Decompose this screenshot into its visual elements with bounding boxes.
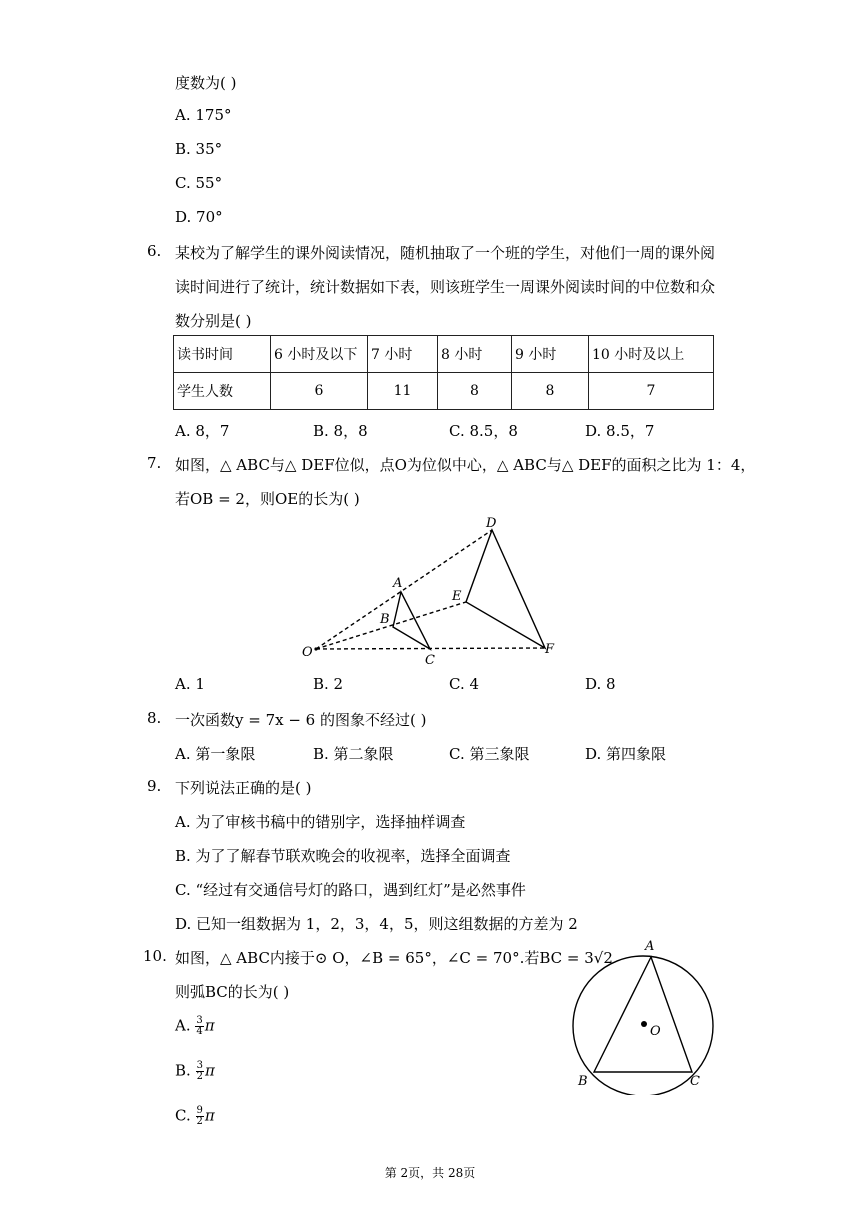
table-cell: 8 小时 bbox=[438, 336, 512, 373]
table-cell: 6 小时及以下 bbox=[271, 336, 368, 373]
q5-option-d: D. 70° bbox=[175, 208, 223, 226]
label-b: B bbox=[380, 612, 390, 627]
option-letter: B. bbox=[175, 1061, 191, 1080]
option-letter: C. bbox=[175, 1106, 191, 1125]
table-cell: 7 小时 bbox=[368, 336, 438, 373]
q6-stem-line1: 某校为了解学生的课外阅读情况，随机抽取了一个班的学生，对他们一周的课外阅 bbox=[175, 244, 716, 262]
q8-stem: 一次函数y = 7x − 6 的图象不经过( ) bbox=[175, 711, 427, 729]
q6-option-c: C. 8.5，8 bbox=[449, 422, 518, 440]
q10-option-a: A. $\frac{3}{4}$ π bbox=[175, 1015, 215, 1037]
option-letter: A. bbox=[175, 1016, 191, 1035]
dashed-line-oe bbox=[316, 602, 466, 649]
q7-stem-line1: 如图，△ ABC与△ DEF位似，点O为位似中心，△ ABC与△ DEF的面积之比为 1：4， bbox=[175, 456, 756, 474]
q9-option-a: A. 为了审核书稿中的错别字，选择抽样调查 bbox=[175, 813, 466, 831]
q7-stem-line2: 若OB = 2，则OE的长为( ) bbox=[175, 490, 360, 508]
label-f: F bbox=[545, 642, 555, 657]
q9-number: 9. bbox=[147, 777, 162, 795]
q6-option-d: D. 8.5，7 bbox=[585, 422, 655, 440]
q5-option-b: B. 35° bbox=[175, 140, 223, 158]
table-cell: 学生人数 bbox=[174, 373, 271, 410]
triangle-abc bbox=[594, 957, 692, 1072]
similar-triangles-figure bbox=[295, 510, 570, 670]
label-a: A bbox=[645, 939, 655, 954]
q8-option-d: D. 第四象限 bbox=[585, 745, 667, 763]
q6-stem-line3: 数分别是( ) bbox=[175, 312, 252, 330]
q9-option-c: C. “经过有交通信号灯的路口，遇到红灯”是必然事件 bbox=[175, 881, 526, 899]
q10-option-b: B. $\frac{3}{2}$ π bbox=[175, 1060, 215, 1082]
label-b: B bbox=[578, 1074, 588, 1089]
inscribed-triangle-figure bbox=[565, 935, 725, 1095]
center-point-o bbox=[314, 647, 317, 650]
q8-option-c: C. 第三象限 bbox=[449, 745, 530, 763]
table-cell: 读书时间 bbox=[174, 336, 271, 373]
q10-number: 10. bbox=[143, 947, 167, 965]
q5-option-c: C. 55° bbox=[175, 174, 223, 192]
q9-option-b: B. 为了了解春节联欢晚会的收视率，选择全面调查 bbox=[175, 847, 511, 865]
q7-option-d: D. 8 bbox=[585, 675, 616, 693]
triangle-abc bbox=[393, 592, 430, 649]
label-c: C bbox=[690, 1074, 700, 1089]
center-point-o bbox=[641, 1021, 647, 1027]
label-e: E bbox=[452, 589, 462, 604]
q10-option-c: C. $\frac{9}{2}$ π bbox=[175, 1105, 215, 1127]
label-c: C bbox=[425, 653, 435, 668]
table-header-row bbox=[174, 336, 714, 373]
q7-option-a: A. 1 bbox=[175, 675, 205, 693]
triangle-def bbox=[466, 530, 545, 648]
q5-option-a: A. 175° bbox=[175, 106, 232, 124]
fraction: $\frac{3}{2}$ bbox=[196, 1060, 203, 1082]
label-d: D bbox=[486, 516, 497, 531]
q6-option-a: A. 8，7 bbox=[175, 422, 230, 440]
label-o: O bbox=[650, 1024, 661, 1039]
q8-option-b: B. 第二象限 bbox=[313, 745, 394, 763]
label-o: O bbox=[302, 645, 313, 660]
reading-time-table bbox=[173, 335, 714, 410]
q7-number: 7. bbox=[147, 454, 162, 472]
q9-option-d: D. 已知一组数据为 1，2，3，4，5，则这组数据的方差为 2 bbox=[175, 915, 578, 933]
table-data-row bbox=[174, 373, 714, 410]
table-cell: 10 小时及以上 bbox=[589, 336, 714, 373]
fraction: $\frac{9}{2}$ bbox=[196, 1105, 203, 1127]
q8-option-a: A. 第一象限 bbox=[175, 745, 256, 763]
dashed-line-od bbox=[316, 530, 492, 649]
fraction: $\frac{3}{4}$ bbox=[196, 1015, 203, 1037]
q10-stem-line2: 则弧BC的长为( ) bbox=[175, 983, 290, 1001]
q8-number: 8. bbox=[147, 709, 162, 727]
q9-stem: 下列说法正确的是( ) bbox=[175, 779, 312, 797]
page-footer: 第 2页，共 28页 bbox=[384, 1166, 476, 1180]
table-cell: 6 bbox=[271, 373, 368, 410]
label-a: A bbox=[393, 576, 403, 591]
table-cell: 8 bbox=[438, 373, 512, 410]
q7-option-b: B. 2 bbox=[313, 675, 344, 693]
table-cell: 11 bbox=[368, 373, 438, 410]
table-cell: 8 bbox=[512, 373, 589, 410]
q5-stem-tail: 度数为( ) bbox=[175, 74, 237, 92]
table-cell: 9 小时 bbox=[512, 336, 589, 373]
q7-option-c: C. 4 bbox=[449, 675, 480, 693]
table-cell: 7 bbox=[589, 373, 714, 410]
q10-stem-line1: 如图，△ ABC内接于⊙ O，∠B = 65°，∠C = 70°.若BC = 3√2 bbox=[175, 949, 613, 967]
q6-stem-line2: 读时间进行了统计，统计数据如下表，则该班学生一周课外阅读时间的中位数和众 bbox=[175, 278, 716, 296]
q6-option-b: B. 8，8 bbox=[313, 422, 368, 440]
q6-number: 6. bbox=[147, 242, 162, 260]
